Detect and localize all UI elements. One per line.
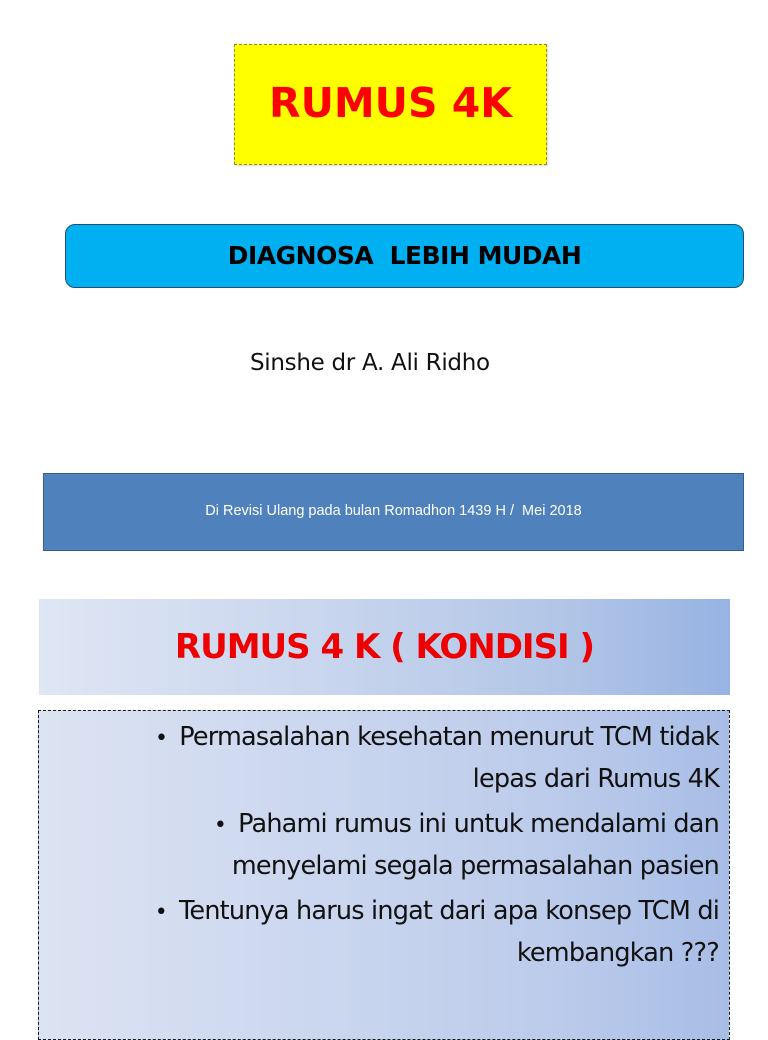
title-box (234, 44, 547, 165)
subtitle-text: DIAGNOSA LEBIH MUDAH (227, 240, 582, 270)
list-item (39, 717, 719, 800)
bullet-icon: • (155, 726, 168, 751)
bullet-text-line: menyelami segala permasalahan pasien (231, 851, 719, 881)
list-item (39, 891, 719, 974)
bullet-icon: • (154, 900, 167, 925)
bullet-text-line: Permasalahan kesehatan menurut TCM tidak (179, 722, 719, 752)
bullet-text-line: Pahami rumus ini untuk mendalami dan (238, 809, 719, 839)
bullet-list (39, 717, 719, 978)
bullet-icon: • (213, 813, 227, 838)
list-item (39, 804, 719, 887)
slide-title: RUMUS 4K (269, 79, 513, 127)
slide-2-header (39, 599, 730, 695)
slide-2-content-box (38, 710, 730, 1040)
revision-note: Di Revisi Ulang pada bulan Romadhon 1439 H / Mei 2018 (205, 503, 582, 519)
slide-2-title: RUMUS 4 K ( KONDISI ) (174, 627, 595, 667)
subtitle-banner (65, 224, 744, 288)
author-name: Sinshe dr A. Ali Ridho (250, 350, 490, 376)
bullet-text-line: kembangkan ??? (516, 938, 719, 968)
bullet-text-line: Tentunya harus ingat dari apa konsep TCM di (178, 896, 719, 926)
bullet-text-line: lepas dari Rumus 4K (472, 764, 719, 794)
revision-banner (43, 473, 744, 551)
